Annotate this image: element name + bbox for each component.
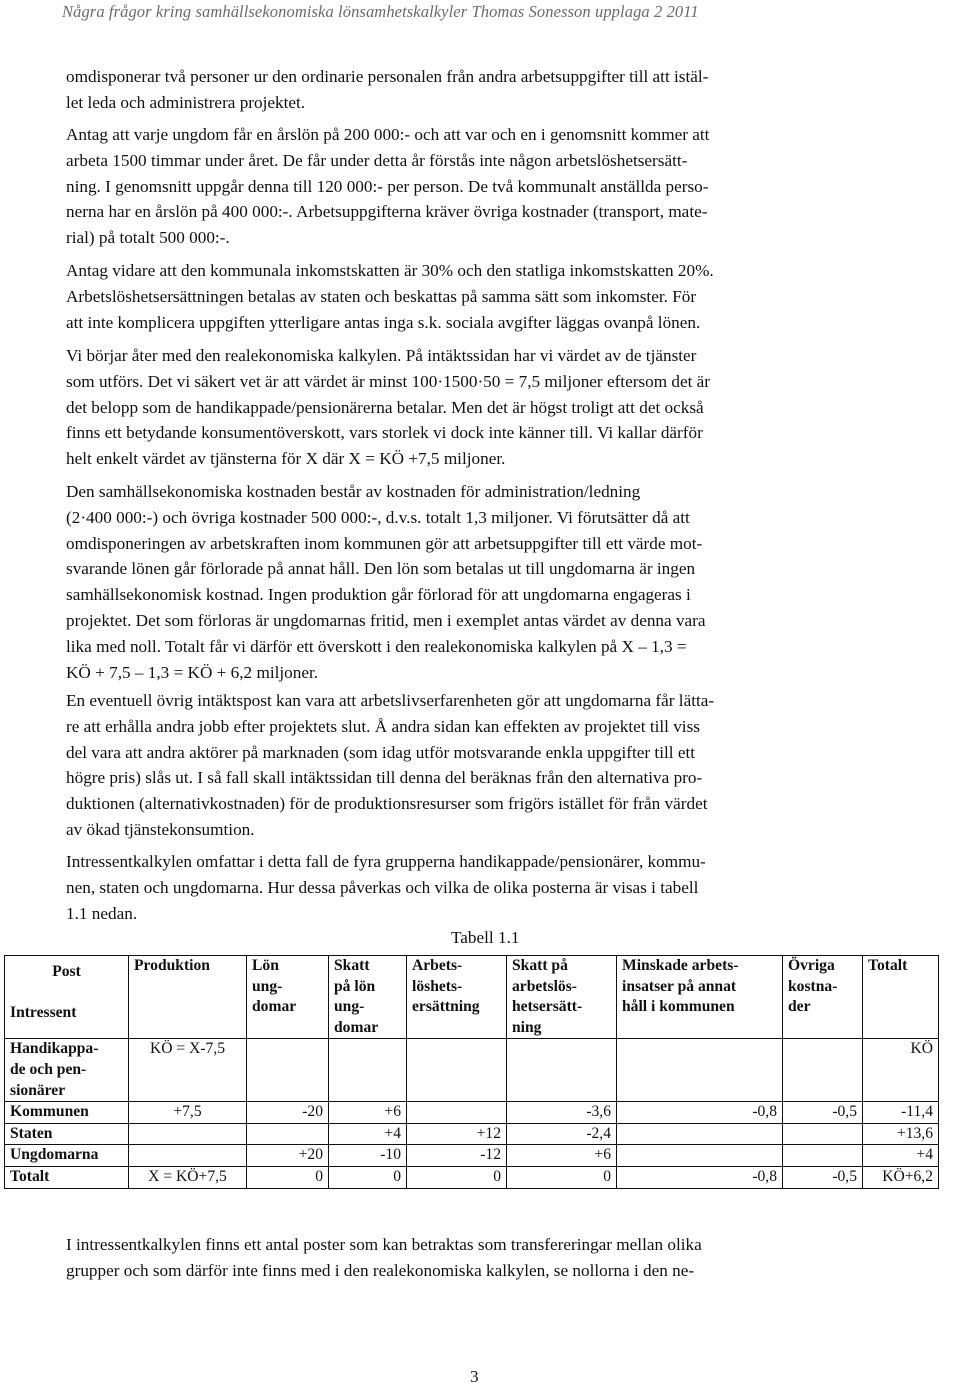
text-line: I intressentkalkylen finns ett antal poster som kan betraktas som transfereringar mellan olika (66, 1235, 702, 1254)
table-cell (783, 1123, 863, 1145)
row-label-text: Ungdomarna (10, 1146, 99, 1164)
table-cell: -0,8 (617, 1102, 783, 1124)
text-line: svarande lönen går förlorade på annat håll. Den lön som betalas ut till ungdomarna är ingen (66, 559, 696, 579)
text-line: Vi börjar åter med den realekonomiska kalkylen. På intäktssidan har vi värdet av de tjänster (66, 346, 697, 365)
table-cell: -20 (247, 1102, 329, 1124)
text-line: som utförs. Det vi säkert vet är att värdet är minst 100·1500·50 = 7,5 miljoner eftersom det är (66, 371, 711, 391)
row-label (5, 1123, 129, 1145)
table-cell: +20 (247, 1145, 329, 1167)
text-line: Antag att varje ungdom får en årslön på 200 000:- och att var och en i genomsnitt kommer att (66, 125, 710, 144)
paragraph-1 (66, 64, 708, 116)
col-header-text: håll i kommunen (622, 998, 735, 1016)
table-cell: +4 (329, 1123, 407, 1145)
text-line: grupper och som därför inte finns med i den realekonomiska kalkylen, se nollorna i den ne- (66, 1260, 695, 1280)
table-header-row (5, 956, 939, 1039)
table-cell: +7,5 (129, 1102, 247, 1124)
text-line: högre pris) slås ut. I så fall skall intäktssidan till denna del beräknas från den alternativa pro- (66, 768, 703, 788)
table-row (5, 1145, 939, 1167)
col-header-text: domar (252, 998, 297, 1016)
text-line: rial) på totalt 500 000:-. (66, 228, 230, 248)
text-line: Antag vidare att den kommunala inkomstskatten är 30% och den statliga inkomstskatten 20%. (66, 261, 714, 280)
col-header-text: insatser på annat (622, 977, 737, 995)
table-cell (329, 1039, 407, 1102)
row-label (5, 1039, 129, 1102)
table-row (5, 1166, 939, 1188)
table-cell (617, 1123, 783, 1145)
row-label-text: Totalt (10, 1167, 50, 1185)
text-line: finns ett betydande konsumentöverskott, vars storlek vi dock inte känner till. Vi kallar därför (66, 423, 703, 443)
col-header-text: ersättning (412, 998, 480, 1016)
text-line: att inte komplicera uppgiften ytterligare antas inga s.k. sociala avgifter läggas ovanpå lönen. (66, 312, 701, 332)
table-cell: +12 (407, 1123, 507, 1145)
table-row (5, 1123, 939, 1145)
row-label-text: Kommunen (10, 1103, 89, 1121)
text-line: 1.1 nedan. (66, 903, 138, 923)
col-header (617, 956, 783, 1039)
table-cell (407, 1102, 507, 1124)
table-cell: -3,6 (507, 1102, 617, 1124)
text-line: lika med noll. Totalt får vi därför ett överskott i den realekonomiska kalkylen på X – 1,3 = (66, 636, 687, 656)
col-header (407, 956, 507, 1039)
text-line: Arbetslöshetsersättningen betalas av staten och beskattas på samma sätt som inkomster. För (66, 286, 697, 306)
table-cell: -12 (407, 1145, 507, 1167)
text-line: (2·400 000:-) och övriga kostnader 500 000:-, d.v.s. totalt 1,3 miljoner. Vi förutsätter då att (66, 507, 690, 527)
row-label (5, 1102, 129, 1124)
table-cell: -11,4 (863, 1102, 939, 1124)
table-cell: +4 (863, 1145, 939, 1167)
table-row (5, 1102, 939, 1124)
paragraph-2 (66, 122, 709, 251)
col-header (329, 956, 407, 1039)
table-cell: -0,5 (783, 1102, 863, 1124)
text-line: ning. I genomsnitt uppgår denna till 120 000:- per person. De två kommunalt anställda perso- (66, 176, 709, 196)
table-cell: +13,6 (863, 1123, 939, 1145)
text-line: En eventuell övrig intäktspost kan vara att arbetslivserfarenheten gör att ungdomarna får lätta- (66, 691, 715, 710)
col-header-text: domar (334, 1018, 379, 1036)
row-label (5, 1166, 129, 1188)
text-line: nerna har en årslön på 400 000:-. Arbetsuppgifterna kräver övriga kostnader (transport, mate- (66, 202, 708, 222)
col-header-text: Minskade arbets- (622, 957, 739, 974)
table-row (5, 1039, 939, 1102)
table-cell: +6 (507, 1145, 617, 1167)
table-cell: 0 (507, 1166, 617, 1188)
text-line: KÖ + 7,5 – 1,3 = KÖ + 6,2 miljoner. (66, 662, 319, 682)
col-header-text: på lön (334, 977, 376, 995)
table-cell: 0 (407, 1166, 507, 1188)
table-cell (407, 1039, 507, 1102)
table-cell: +6 (329, 1102, 407, 1124)
row-label-text: Handikappa- (10, 1040, 99, 1058)
col-header-text: ning (512, 1018, 542, 1036)
running-header: Några frågor kring samhällsekonomiska lönsamhetskalkyler Thomas Sonesson upplaga 2 2011 (62, 2, 699, 21)
corner-intressent-label: Intressent (10, 1003, 77, 1021)
table-cell (617, 1145, 783, 1167)
row-label-text: Staten (10, 1124, 53, 1142)
col-header (863, 956, 939, 1039)
table-cell (617, 1039, 783, 1102)
table-cell (129, 1123, 247, 1145)
col-header-text: arbetslös- (512, 977, 577, 995)
table-cell: X = KÖ+7,5 (129, 1166, 247, 1188)
table-cell: KÖ (863, 1039, 939, 1102)
paragraph-4 (66, 343, 710, 472)
paragraph-6 (66, 688, 714, 843)
text-line: Den samhällsekonomiska kostnaden består av kostnaden för administration/ledning (66, 482, 641, 501)
text-line: projektet. Det som förloras är ungdomarnas fritid, men i exemplet antas värdet av denna vara (66, 610, 706, 630)
table-cell (247, 1039, 329, 1102)
col-header-text: Produktion (134, 957, 210, 974)
text-line: let leda och administrera projektet. (66, 92, 306, 112)
col-header-text: ung- (252, 977, 283, 995)
table-cell (247, 1123, 329, 1145)
table-cell: KÖ = X-7,5 (129, 1039, 247, 1102)
text-line: arbeta 1500 timmar under året. De får under detta år förstås inte någon arbetslöshetsersätt- (66, 150, 688, 170)
table-cell: -0,8 (617, 1166, 783, 1188)
stakeholder-table (4, 955, 939, 1189)
table-cell (507, 1039, 617, 1102)
col-header-text: Skatt på (512, 957, 568, 974)
col-header-text: Lön (252, 957, 279, 974)
col-header (783, 956, 863, 1039)
text-line: del vara att andra aktörer på marknaden (som idag utför motsvarande enkla uppgifter till ett (66, 742, 696, 762)
table-cell (783, 1039, 863, 1102)
table-cell: -0,5 (783, 1166, 863, 1188)
text-line: duktionen (alternativkostnaden) för de produktionsresurser som frigörs istället för från värdet (66, 794, 708, 814)
col-header-text: löshets- (412, 977, 463, 995)
text-line: samhällsekonomisk kostnad. Ingen produktion går förlorad för att ungdomarna engageras i (66, 585, 691, 605)
closing-paragraph (66, 1232, 702, 1284)
col-header-text: hetsersätt- (512, 998, 583, 1016)
col-header (247, 956, 329, 1039)
col-header-text: Totalt (868, 957, 908, 974)
table-cell: -10 (329, 1145, 407, 1167)
text-line: omdisponerar två personer ur den ordinarie personalen från andra arbetsuppgifter till att istäl- (66, 67, 709, 86)
text-line: Intressentkalkylen omfattar i detta fall de fyra grupperna handikappade/pensionärer, kommu- (66, 852, 706, 871)
col-header-text: ung- (334, 998, 365, 1016)
row-label-text: sionärer (10, 1081, 66, 1099)
text-line: det belopp som de handikappade/pensionärerna betalar. Men det är högst troligt att det också (66, 397, 704, 417)
paragraph-7 (66, 849, 706, 926)
row-label (5, 1145, 129, 1167)
col-header-text: Övriga (788, 957, 835, 974)
col-header-text: kostna- (788, 977, 838, 995)
text-line: re att erhålla andra jobb efter projektets slut. Å andra sidan kan effekten av projektet till viss (66, 716, 700, 736)
table-cell: 0 (329, 1166, 407, 1188)
col-header (507, 956, 617, 1039)
col-header (129, 956, 247, 1039)
text-line: omdisponeringen av arbetskraften inom kommunen gör att arbetsuppgifter till ett värde mot- (66, 533, 703, 553)
paragraph-3 (66, 258, 714, 335)
text-line: helt enkelt värdet av tjänsterna för X där X = KÖ +7,5 miljoner. (66, 449, 506, 469)
table-cell (783, 1145, 863, 1167)
text-line: av ökad tjänstekonsumtion. (66, 819, 255, 839)
paragraph-5 (66, 479, 706, 685)
col-header-text: Arbets- (412, 957, 463, 974)
table-cell: -2,4 (507, 1123, 617, 1145)
table-cell: 0 (247, 1166, 329, 1188)
col-header-text: Skatt (334, 957, 370, 974)
row-label-text: de och pen- (10, 1060, 87, 1078)
table-title: Tabell 1.1 (451, 928, 520, 947)
table-corner-cell (5, 956, 129, 1039)
corner-post-label: Post (52, 963, 81, 980)
page-number: 3 (470, 1367, 479, 1386)
text-line: nen, staten och ungdomarna. Hur dessa påverkas och vilka de olika posterna är visas i tabell (66, 877, 699, 897)
table-cell (129, 1145, 247, 1167)
table-cell: KÖ+6,2 (863, 1166, 939, 1188)
col-header-text: der (788, 998, 811, 1016)
